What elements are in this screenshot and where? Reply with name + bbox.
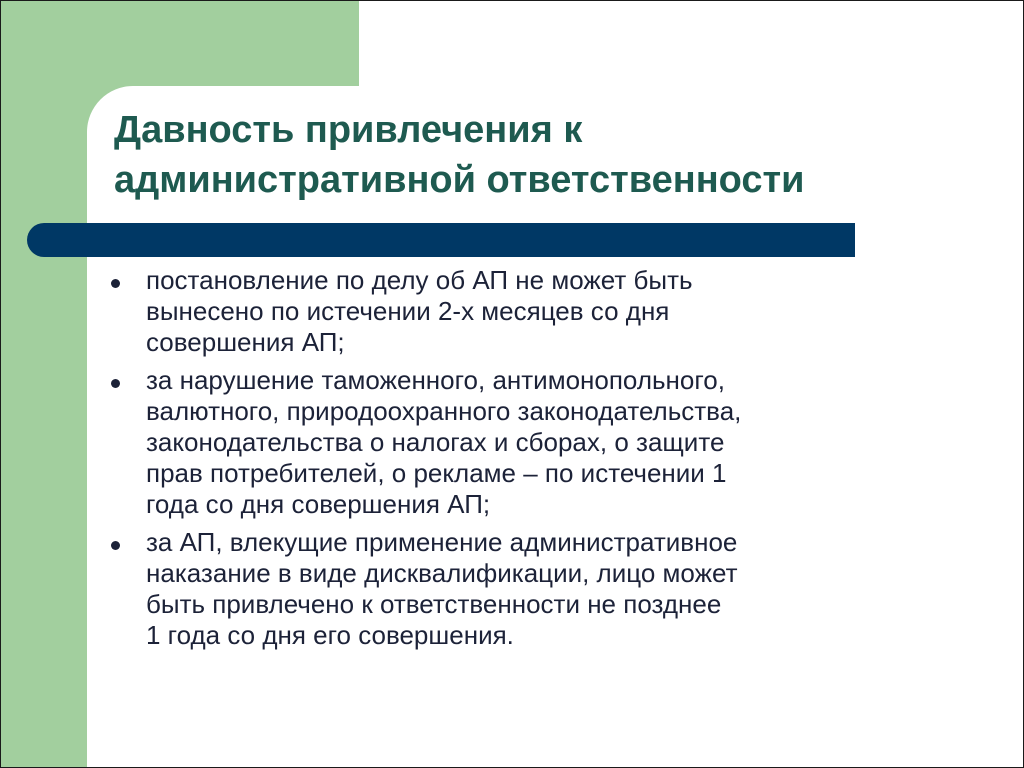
bullet-list [105,265,905,658]
bullet-item-3 [105,527,905,651]
bullet-dot-icon [111,379,120,388]
bullet-item-1 [105,265,905,358]
slide-title [114,105,994,205]
bullet-text-line: постановление по делу об АП не может быть [146,265,693,295]
bullet-item-2 [105,365,905,520]
title-underline-bar [27,223,855,257]
bullet-text-line: совершения АП; [146,327,345,357]
bullet-text-line: быть привлечено к ответственности не позднее [146,589,722,619]
bullet-text-line: валютного, природоохранного законодательства, [146,396,742,426]
bullet-dot-icon [111,279,120,288]
title-line-1: Давность привлечения к [114,109,583,151]
bullet-dot-icon [111,541,120,550]
bullet-text-line: года со дня совершения АП; [146,489,491,519]
title-line-2: административной ответственности [114,159,805,201]
bullet-text-line: вынесено по истечении 2-х месяцев со дня [146,296,670,326]
bullet-text-line: за АП, влекущие применение административное [146,527,738,557]
bullet-text-line: за нарушение таможенного, антимонопольного, [146,365,725,395]
bullet-text-line: 1 года со дня его совершения. [146,620,514,650]
bullet-text-line: прав потребителей, о рекламе – по истечении 1 [146,458,727,488]
bullet-text-line: законодательства о налогах и сборах, о защите [146,427,725,457]
bullet-text-line: наказание в виде дисквалификации, лицо может [146,558,738,588]
